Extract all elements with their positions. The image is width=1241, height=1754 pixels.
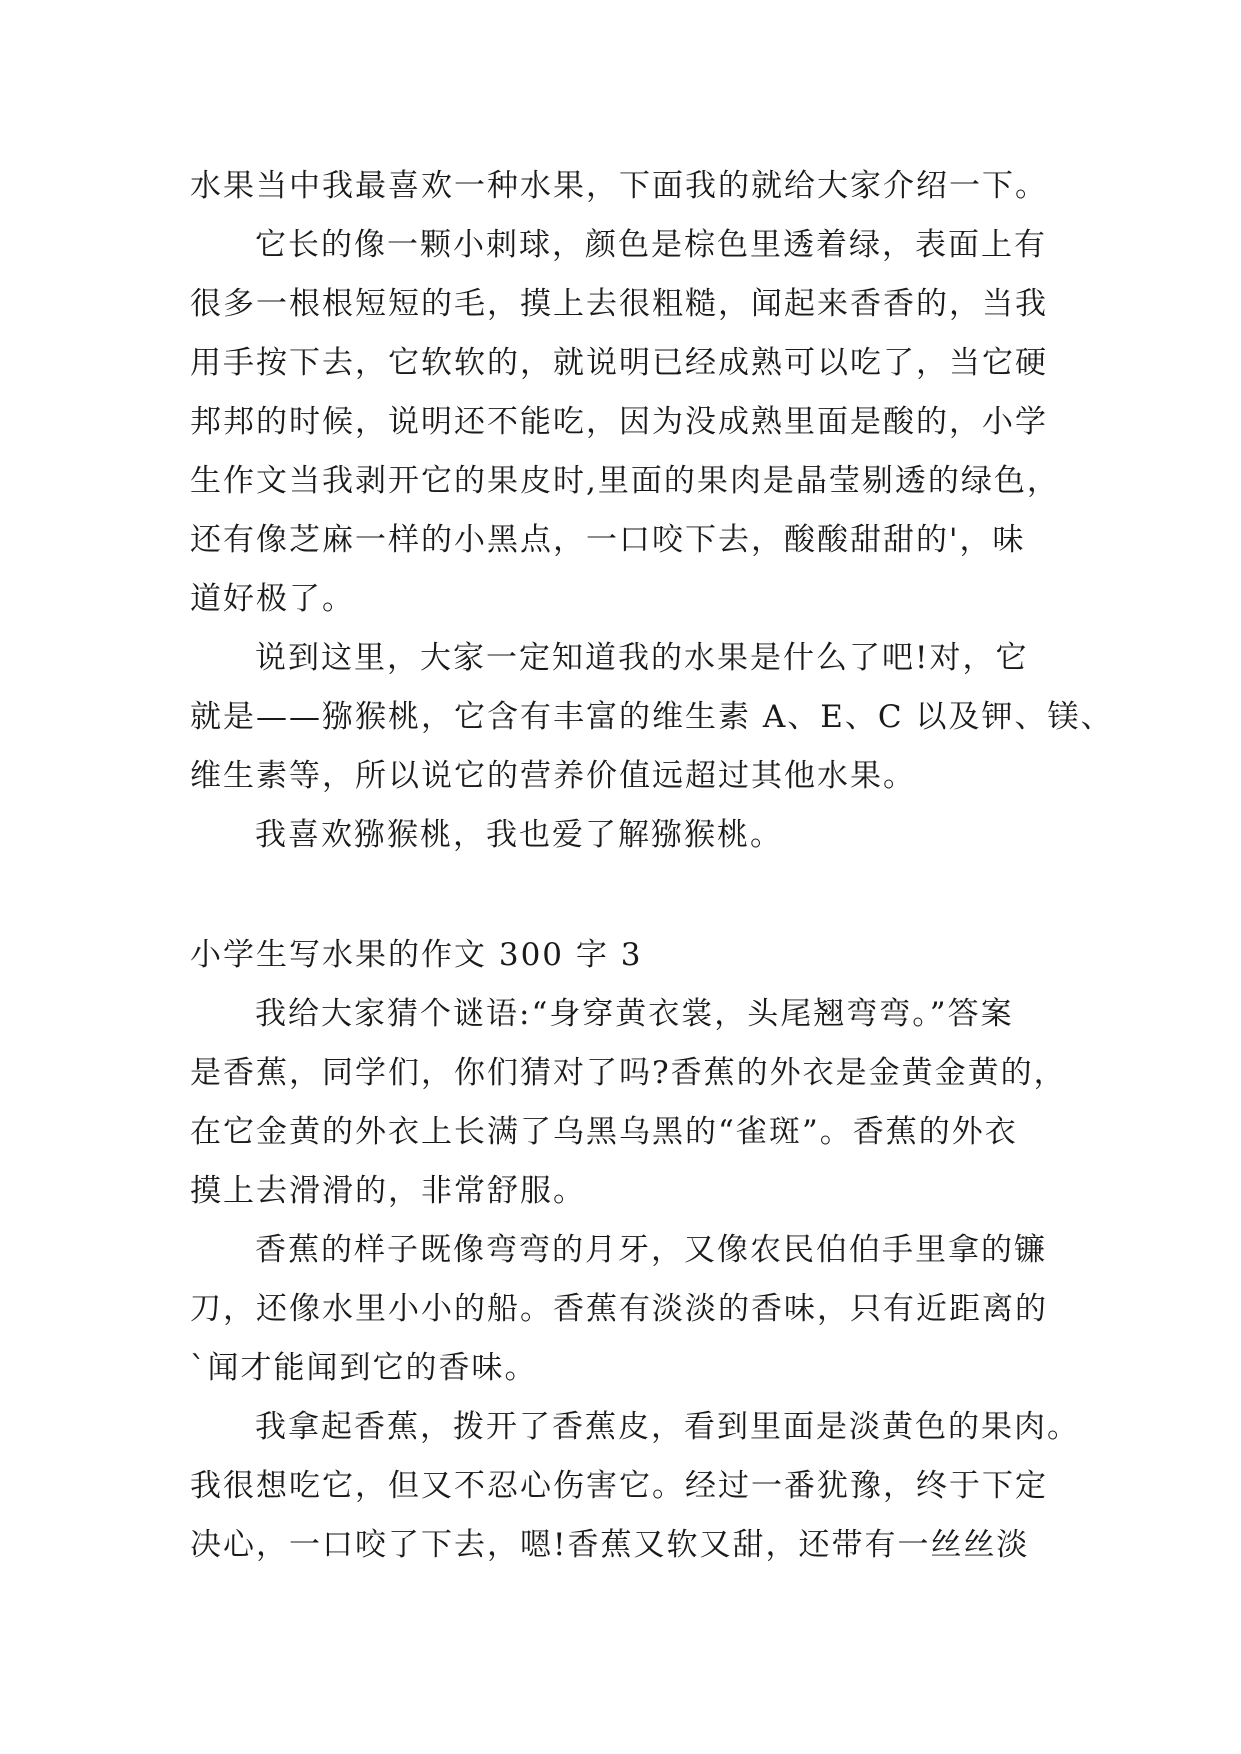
text-line: 很多一根根短短的毛，摸上去很粗糙，闻起来香香的，当我 — [190, 286, 1048, 322]
text-line: 生作文当我剥开它的果皮时,里面的果肉是晶莹剔透的绿色， — [190, 463, 1060, 499]
text-line: 就是——猕猴桃，它含有丰富的维生素 A、E、C 以及钾、镁、 — [190, 699, 1114, 735]
text-line: 决心，一口咬了下去，嗯!香蕉又软又甜，还带有一丝丝淡 — [190, 1527, 1030, 1563]
text-line: 它长的像一颗小刺球，颜色是棕色里透着绿，表面上有 — [255, 227, 1047, 263]
text-line: 我很想吃它，但又不忍心伤害它。经过一番犹豫，终于下定 — [190, 1468, 1048, 1504]
text-line: 是香蕉，同学们，你们猜对了吗?香蕉的外衣是金黄金黄的， — [190, 1055, 1067, 1091]
text-line: 邦邦的时候，说明还不能吃，因为没成熟里面是酸的，小学 — [190, 404, 1048, 440]
text-line: 在它金黄的外衣上长满了乌黑乌黑的“雀斑”。香蕉的外衣 — [190, 1114, 1018, 1150]
text-line: 刀，还像水里小小的船。香蕉有淡淡的香味，只有近距离的 — [190, 1291, 1048, 1327]
text-line: 摸上去滑滑的，非常舒服。 — [190, 1173, 586, 1209]
text-line: 说到这里，大家一定知道我的水果是什么了吧!对，它 — [255, 640, 1029, 676]
text-line: 水果当中我最喜欢一种水果，下面我的就给大家介绍一下。 — [190, 168, 1048, 204]
section-heading: 小学生写水果的作文 300 字 3 — [190, 937, 643, 973]
text-line: 用手按下去，它软软的，就说明已经成熟可以吃了，当它硬 — [190, 345, 1048, 381]
text-line: 香蕉的样子既像弯弯的月牙，又像农民伯伯手里拿的镰 — [255, 1232, 1047, 1268]
text-line: 维生素等，所以说它的营养价值远超过其他水果。 — [190, 758, 916, 794]
text-line: 我给大家猜个谜语:“身穿黄衣裳，头尾翘弯弯。”答案 — [255, 996, 1014, 1032]
text-line: `闻才能闻到它的香味。 — [190, 1350, 538, 1386]
text-line: 还有像芝麻一样的小黑点，一口咬下去，酸酸甜甜的'，味 — [190, 522, 1026, 558]
text-line: 我拿起香蕉，拨开了香蕉皮，看到里面是淡黄色的果肉。 — [255, 1409, 1080, 1445]
text-line: 我喜欢猕猴桃，我也爱了解猕猴桃。 — [255, 817, 783, 853]
text-line: 道好极了。 — [190, 581, 355, 617]
